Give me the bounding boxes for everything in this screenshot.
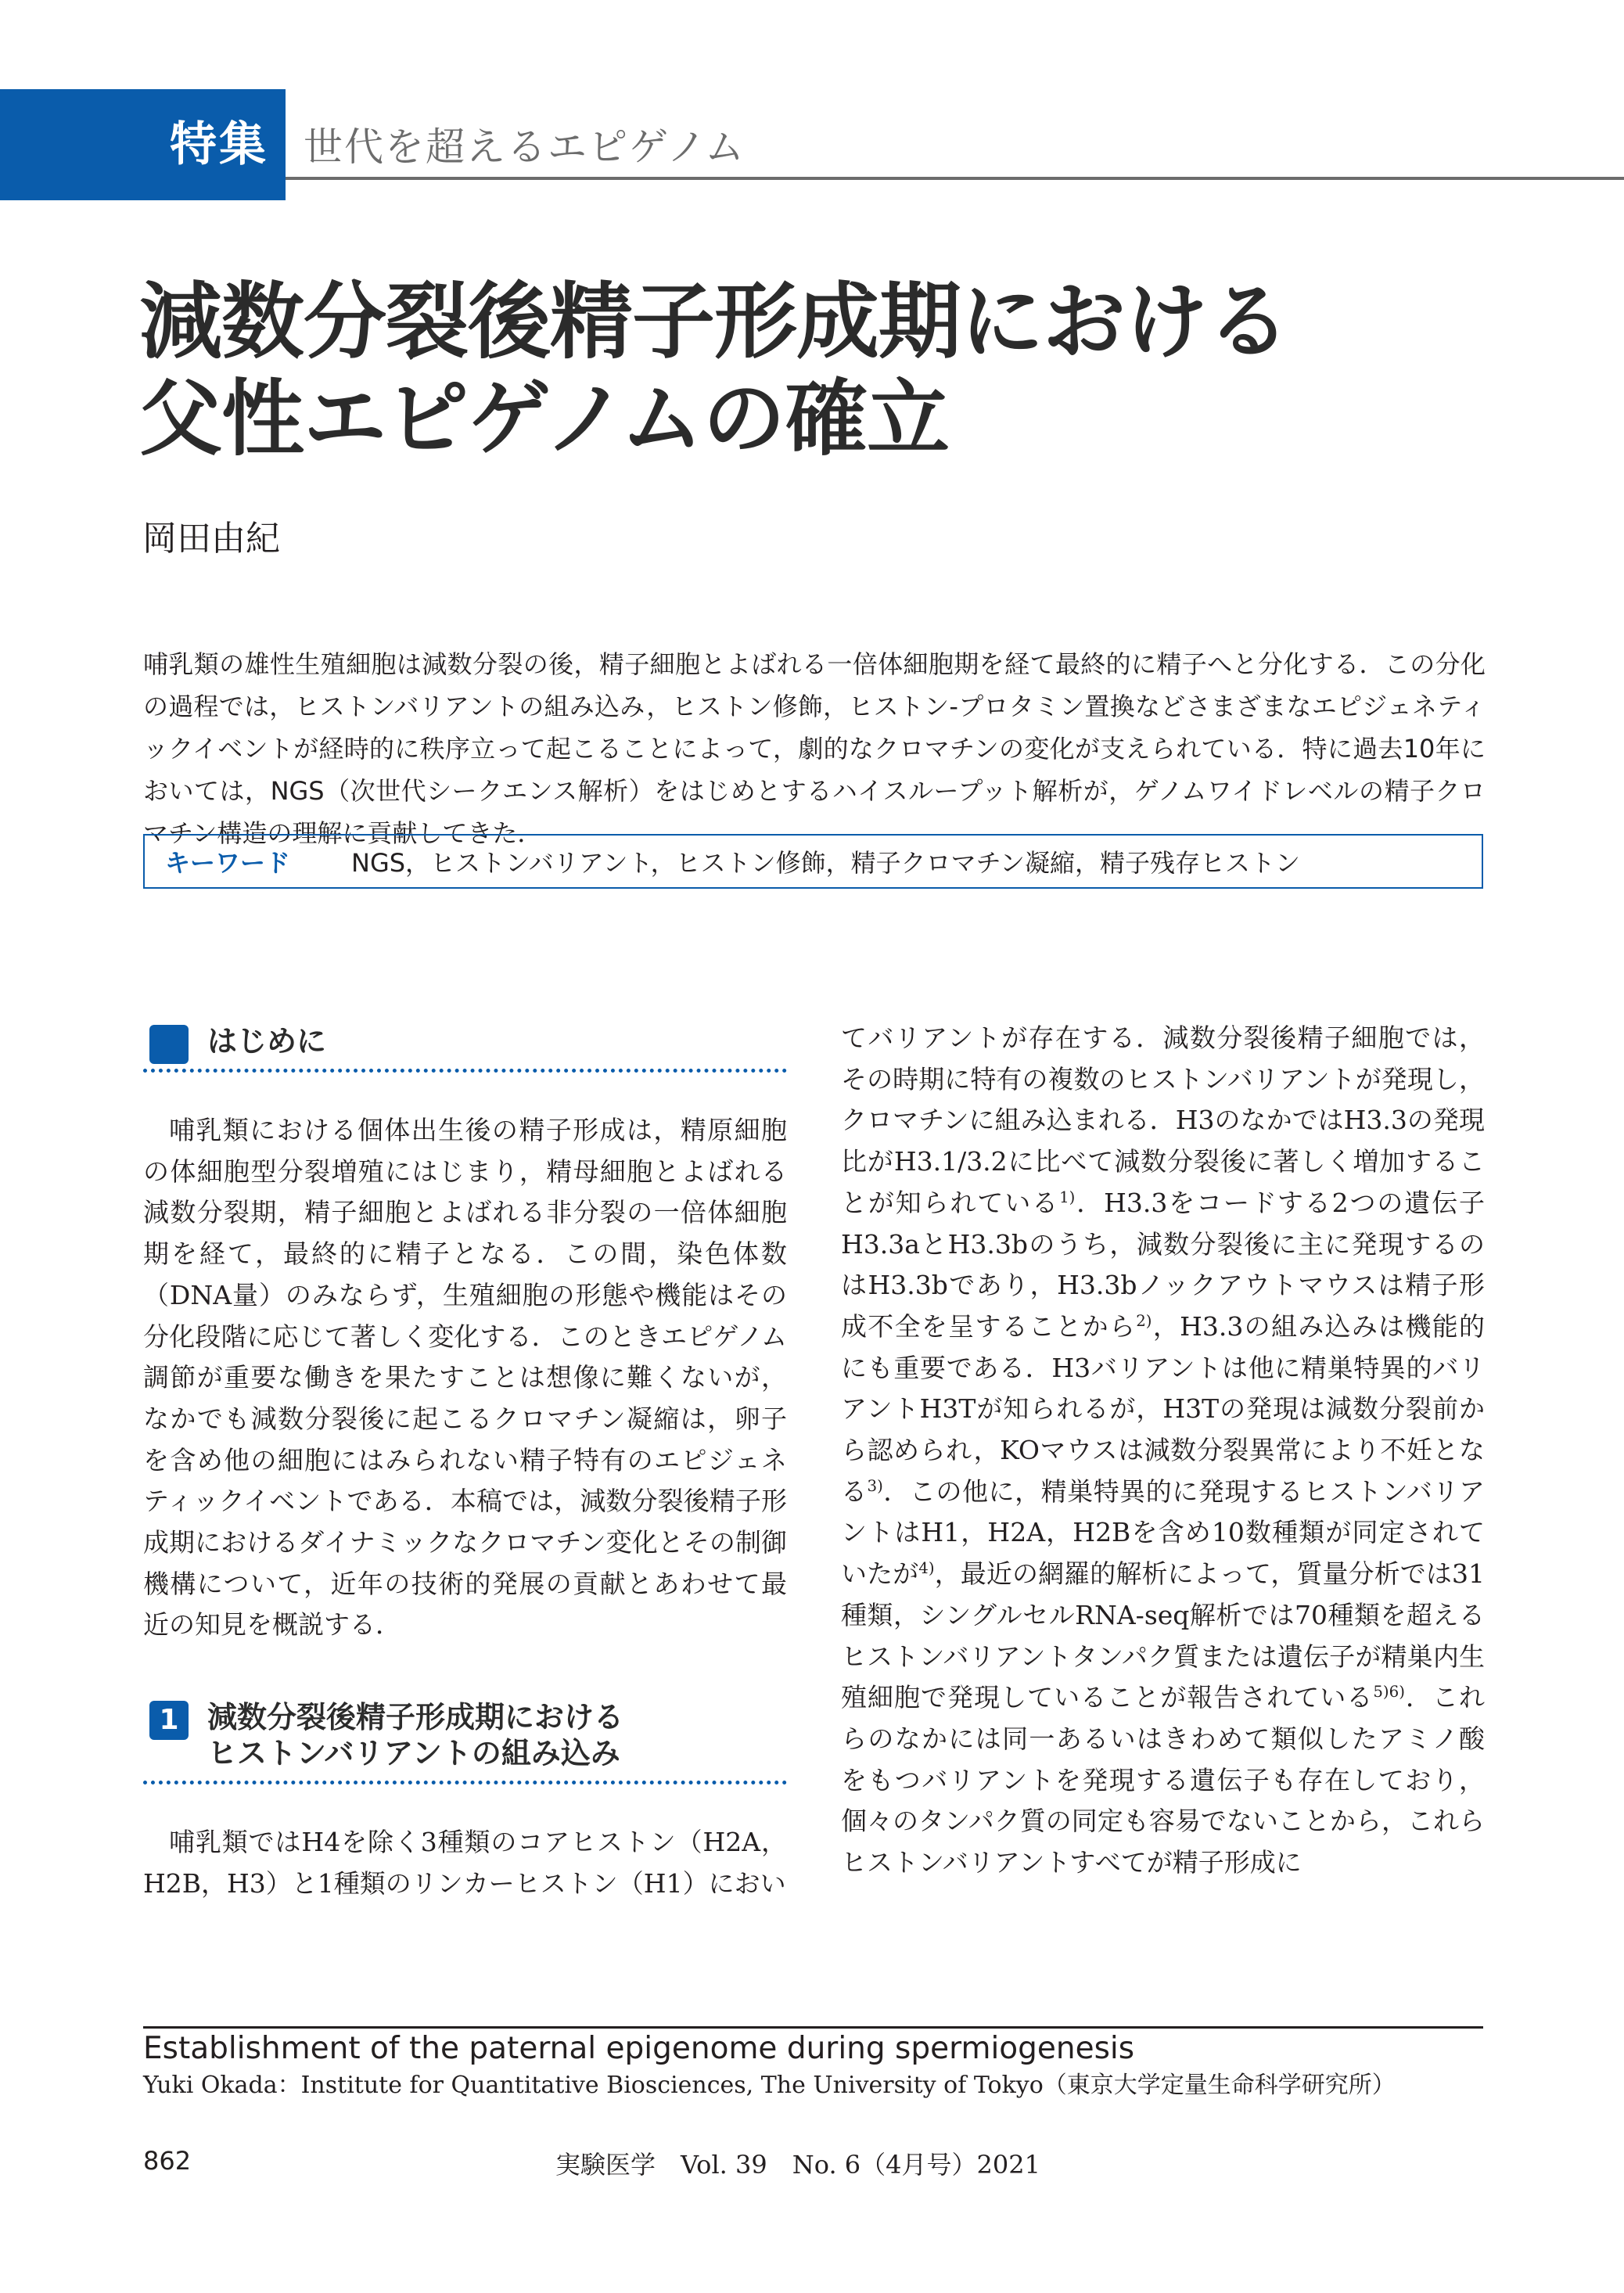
section-title-intro: はじめに — [207, 1024, 327, 1058]
keyword-box — [143, 834, 1483, 889]
section-1-paragraph-start: 哺乳類ではH4を除く3種類のコアヒストン（H2A，H2B，H3）と1種類のリンカーヒストン（H1）におい — [143, 1827, 787, 1899]
section-dotted-rule — [143, 1781, 787, 1784]
article-title-line-1: 減数分裂後精子形成期における — [139, 274, 1289, 370]
feature-tag: 特集 — [0, 89, 286, 200]
citation-ref[interactable]: 4) — [918, 1559, 935, 1578]
section-square-icon — [149, 1025, 189, 1064]
keyword-values: NGS，ヒストンバリアント，ヒストン修飾，精子クロマチン凝縮，精子残存ヒストン — [351, 848, 1301, 878]
left-column — [143, 1023, 787, 1905]
footer-rule — [143, 2026, 1483, 2029]
abstract: 哺乳類の雄性生殖細胞は減数分裂の後，精子細胞とよばれる一倍体細胞期を経て最終的に精子へと分化する．この分化の過程では，ヒストンバリアントの組み込み，ヒストン修飾，ヒストン-プロタミン置換などさまざまなエピジェネティックイベントが経時的に秩序立って起こることによって，劇的なクロマチンの変化が支えられている．特に過去10年においては，NGS（次世代シークエンス解析）をはじめとするハイスループット解析が，ゲノムワイドレベルの精子クロマチン構造の理解に貢献してきた． — [143, 649, 1486, 848]
author-name: 岡田由紀 — [142, 519, 280, 559]
text-segment: ．H3.3をコードする2つの遺伝子H3.3aとH3.3bのうち，減数分裂後に主に発現するのはH3.3bであり，H3.3bノックアウトマウスは精子形成不全を呈することから — [841, 1187, 1485, 1342]
intro-paragraph: 哺乳類における個体出生後の精子形成は，精原細胞の体細胞型分裂増殖にはじまり，精母細胞とよばれる減数分裂期，精子細胞とよばれる非分裂の一倍体細胞期を経て，最終的に精子となる．この間，染色体数（DNA量）のみならず，生殖細胞の形態や機能はその分化段階に応じて著しく変化する．このときエピゲノム調節が重要な働きを果たすことは想像に難くないが，なかでも減数分裂後に起こるクロマチン凝縮は，卵子を含め他の細胞にはみられない精子特有のエピジェネティックイベントである．本稿では，減数分裂後精子形成期におけるダイナミックなクロマチン変化とその制御機構について，近年の技術的発展の貢献とあわせて最近の知見を概説する． — [143, 1115, 788, 1641]
citation-ref[interactable]: 5)6) — [1373, 1683, 1405, 1702]
series-title: 世代を超えるエピゲノム — [304, 124, 746, 170]
keyword-label: キーワード — [165, 848, 291, 878]
citation-ref[interactable]: 3) — [867, 1476, 883, 1495]
section-1-paragraph-continued — [841, 1018, 1485, 1884]
article-title-line-2: 父性エピゲノムの確立 — [139, 371, 950, 467]
section-heading-intro — [143, 1023, 787, 1073]
section-heading-1 — [143, 1699, 787, 1784]
article-title — [139, 274, 1563, 468]
text-segment: ．この他に，精巣特異的に発現するヒストンバリアントはH1，H2A，H2Bを含め10数種類が同定されていたが — [841, 1475, 1485, 1590]
text-segment: てバリアントが存在する．減数分裂後精子細胞では，その時期に特有の複数のヒストンバリアントが発現し，クロマチンに組み込まれる．H3のなかではH3.3の発現比がH3.1/3.2に比べて減数分裂後に著しく増加することが知られている — [841, 1023, 1485, 1218]
english-title: Establishment of the paternal epigenome during spermiogenesis — [143, 2031, 1135, 2066]
section-title-1-line-2: ヒストンバリアントの組み込み — [207, 1736, 620, 1771]
section-title-1-line-1: 減数分裂後精子形成期における — [207, 1700, 624, 1735]
section-dotted-rule — [143, 1069, 787, 1073]
text-segment: ，最近の網羅的解析によって，質量分析では31種類，シングルセルRNA-seq解析では70種類を超えるヒストンバリアントタンパク質または遺伝子が精巣内生殖細胞で発現していることが報告されている — [841, 1558, 1485, 1713]
section-number-badge: 1 — [149, 1701, 189, 1740]
citation-ref[interactable]: 1) — [1059, 1188, 1076, 1206]
page-number: 862 — [143, 2146, 192, 2176]
text-segment: ．これらのなかには同一あるいはきわめて類似したアミノ酸をもつバリアントを発現する遺伝子も存在しており，個々のタンパク質の同定も容易でないことから，これらヒストンバリアントすべてが精子形成に — [841, 1682, 1486, 1878]
header-rule — [286, 177, 1624, 180]
journal-info: 実験医学 Vol. 39 No. 6（4月号）2021 — [555, 2150, 1040, 2180]
right-column — [841, 1018, 1485, 1884]
author-affiliation: Yuki Okada：Institute for Quantitative Biosciences, The University of Tokyo（東京大学定量生命科学研究所） — [143, 2072, 1396, 2099]
citation-ref[interactable]: 2) — [1136, 1311, 1152, 1330]
text-segment: ，H3.3の組み込みは機能的にも重要である．H3バリアントは他に精巣特異的バリアントH3Tが知られるが，H3Tの発現は減数分裂前から認められ，KOマウスは減数分裂異常により不妊となる — [841, 1310, 1486, 1507]
